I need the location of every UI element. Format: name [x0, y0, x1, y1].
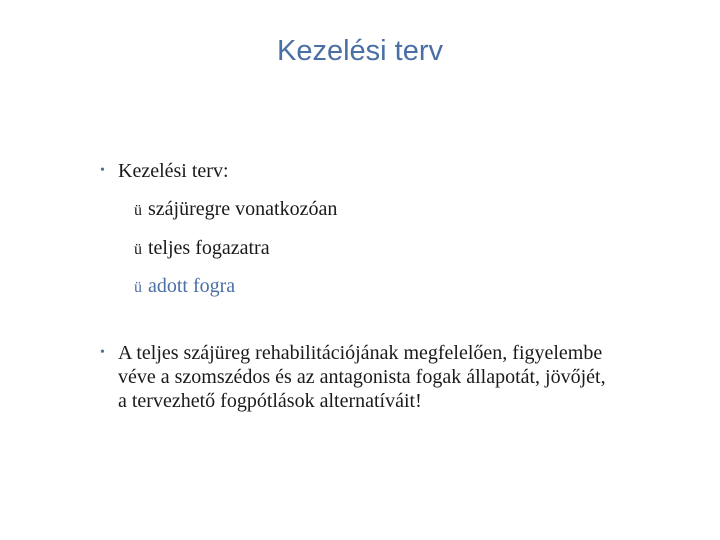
check-list-item	[134, 236, 270, 262]
slide-title: Kezelési terv	[276, 35, 443, 67]
check-icon: ü	[134, 279, 142, 296]
bullet-icon: •	[100, 163, 105, 178]
check-list-item	[134, 197, 337, 223]
bullet-text: A teljes szájüreg rehabilitációjának megfelelően, figyelembe véve a szomszédos és az antagonista fogak állapotát, jövőjét, a tervezhető fogpótlások alternatíváit!	[118, 342, 606, 412]
check-list-text: szájüregre vonatkozóan	[148, 198, 338, 220]
check-list-text: teljes fogazatra	[148, 237, 270, 259]
bullet-text: Kezelési terv:	[118, 160, 229, 182]
check-list-item-highlighted	[134, 274, 235, 300]
bullet-item	[100, 159, 229, 183]
bullet-icon: •	[100, 345, 105, 360]
check-icon: ü	[134, 202, 142, 219]
bullet-item	[100, 341, 610, 413]
check-list-text: adott fogra	[148, 275, 236, 297]
check-icon: ü	[134, 241, 142, 258]
